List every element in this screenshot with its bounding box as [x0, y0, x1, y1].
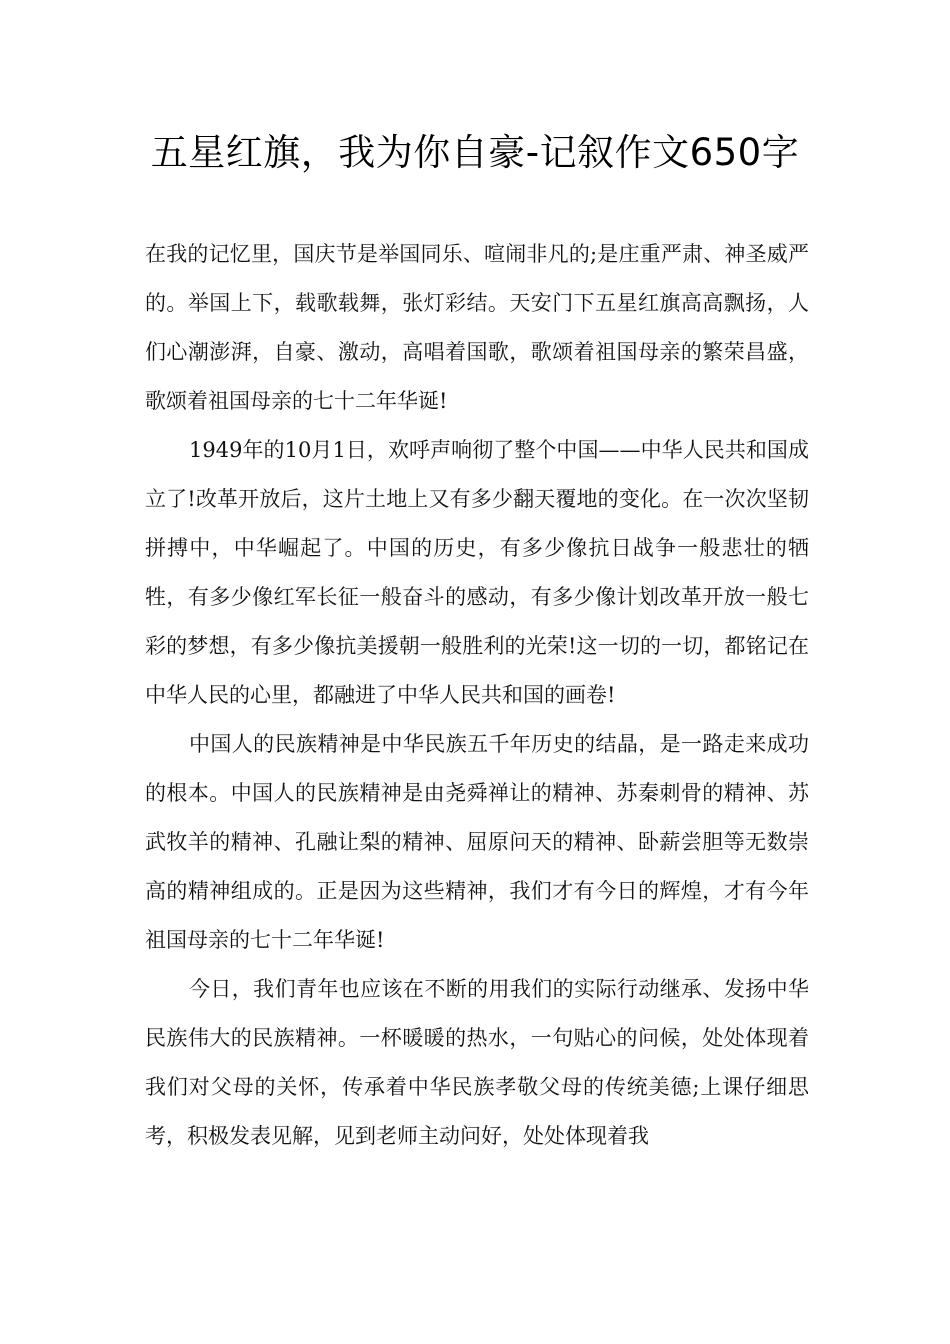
- paragraph-3: 中国人的民族精神是中华民族五千年历史的结晶，是一路走来成功的根本。中国人的民族精神是由尧舜禅让的精神、苏秦刺骨的精神、苏武牧羊的精神、孔融让梨的精神、屈原问天的精神、卧薪尝胆等无数崇高的精神组成的。正是因为这些精神，我们才有今日的辉煌，才有今年祖国母亲的七十二年华诞!: [145, 732, 809, 952]
- paragraph-1: 在我的记忆里，国庆节是举国同乐、喧闹非凡的;是庄重严肃、神圣威严的。举国上下，载歌载舞，张灯彩结。天安门下五星红旗高高飘扬，人们心潮澎湃，自豪、激动，高唱着国歌，歌颂着祖国母亲的繁荣昌盛，歌颂着祖国母亲的七十二年华诞!: [145, 242, 809, 413]
- paragraph-2: 1949年的10月1日，欢呼声响彻了整个中国——中华人民共和国成立了!改革开放后，这片土地上又有多少翻天覆地的变化。在一次次坚韧拼搏中，中华崛起了。中国的历史，有多少像抗日战争一般悲壮的牺牲，有多少像红军长征一般奋斗的感动，有多少像计划改革开放一般七彩的梦想，有多少像抗美援朝一般胜利的光荣!这一切的一切，都铭记在中华人民的心里，都融进了中华人民共和国的画卷!: [145, 438, 809, 707]
- paragraph-4: 今日，我们青年也应该在不断的用我们的实际行动继承、发扬中华民族伟大的民族精神。一杯暖暖的热水，一句贴心的问候，处处体现着我们对父母的关怀，传承着中华民族孝敬父母的传统美德;上课仔细思考，积极发表见解，见到老师主动问好，处处体现着我: [145, 977, 809, 1148]
- document-body: [145, 230, 809, 1161]
- document-title: 五星红旗，我为你自豪-记叙作文650字: [150, 131, 800, 174]
